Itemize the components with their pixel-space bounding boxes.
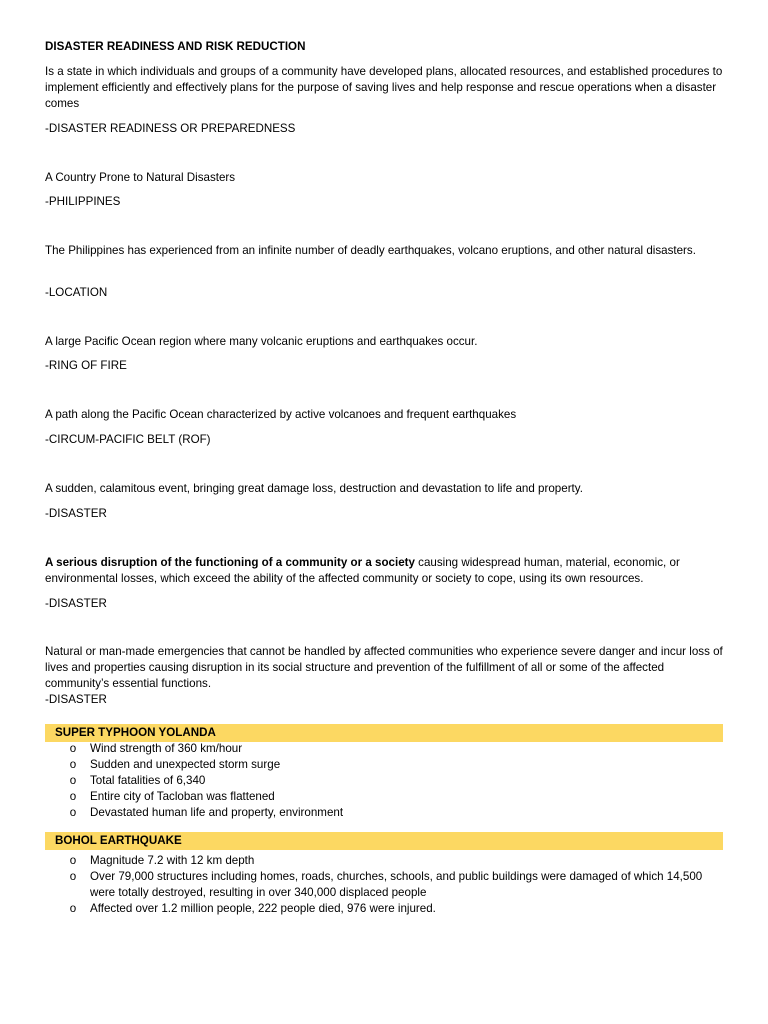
bullet-circle-icon: o: [69, 902, 77, 915]
section-heading-bohol: BOHOL EARTHQUAKE: [45, 832, 723, 850]
question-philippines-experience: The Philippines has experienced from an infinite number of deadly earthquakes, volcano eruptions, and other natural disasters.: [45, 244, 696, 257]
answer-circum-pacific-belt: -CIRCUM-PACIFIC BELT (ROF): [45, 433, 211, 446]
answer-ring-of-fire: -RING OF FIRE: [45, 359, 127, 372]
yolanda-bullet-list: [45, 741, 725, 821]
list-item: o Total fatalities of 6,340: [45, 773, 725, 789]
bullet-circle-icon: o: [69, 806, 77, 819]
question-pacific-path: A path along the Pacific Ocean characterized by active volcanoes and frequent earthquakes: [45, 408, 517, 421]
document-title: DISASTER READINESS AND RISK REDUCTION: [45, 40, 306, 53]
intro-paragraph: Is a state in which individuals and groups of a community have developed plans, allocated resources, and established procedures to implement efficiently and effectively plans for the purpose of saving lives and help response and rescue operations when a disaster comes: [45, 65, 723, 110]
list-item: o Sudden and unexpected storm surge: [45, 757, 725, 773]
answer-disaster-1: -DISASTER: [45, 507, 107, 520]
bullet-circle-icon: o: [69, 854, 77, 867]
question-country: A Country Prone to Natural Disasters: [45, 171, 236, 184]
bullet-circle-icon: o: [69, 870, 77, 883]
bullet-circle-icon: o: [69, 758, 77, 771]
answer-location: -LOCATION: [45, 286, 108, 299]
bullet-circle-icon: o: [69, 774, 77, 787]
list-item: o Entire city of Tacloban was flattened: [45, 789, 725, 805]
answer-philippines: -PHILIPPINES: [45, 195, 121, 208]
list-item: o Affected over 1.2 million people, 222 people died, 976 were injured.: [45, 901, 725, 917]
list-item: o Devastated human life and property, environment: [45, 805, 725, 821]
list-item: o Over 79,000 structures including homes, roads, churches, schools, and public buildings were damaged of which 14,500 were totally destroyed, resulting in over 340,000 displaced people: [45, 869, 725, 901]
bullet-circle-icon: o: [69, 742, 77, 755]
answer-disaster-2: -DISASTER: [45, 597, 107, 610]
question-pacific-region: A large Pacific Ocean region where many volcanic eruptions and earthquakes occur.: [45, 335, 478, 348]
question-emergencies: Natural or man-made emergencies that cannot be handled by affected communities who experience severe danger and incur loss of lives and properties causing disruption in its social structure and prevention of the fulfillment of all or some of the affected community’s essential functions.: [45, 645, 723, 690]
list-item: o Wind strength of 360 km/hour: [45, 741, 725, 757]
question-serious-disruption: [45, 555, 725, 587]
bullet-circle-icon: o: [69, 790, 77, 803]
question-serious-disruption-rest: causing widespread human, material, economic, or environmental losses, which exceed the ability of the affected community or society to cope, using its own resources.: [45, 556, 680, 585]
question-sudden-event: A sudden, calamitous event, bringing great damage loss, destruction and devastation to life and property.: [45, 482, 583, 495]
bohol-bullet-list: [45, 853, 725, 917]
question-serious-disruption-bold: A serious disruption of the functioning of a community or a society: [45, 556, 415, 569]
list-item: o Magnitude 7.2 with 12 km depth: [45, 853, 725, 869]
section-heading-yolanda: SUPER TYPHOON YOLANDA: [45, 724, 723, 742]
answer-readiness: -DISASTER READINESS OR PREPAREDNESS: [45, 122, 296, 135]
answer-disaster-3: -DISASTER: [45, 693, 107, 706]
